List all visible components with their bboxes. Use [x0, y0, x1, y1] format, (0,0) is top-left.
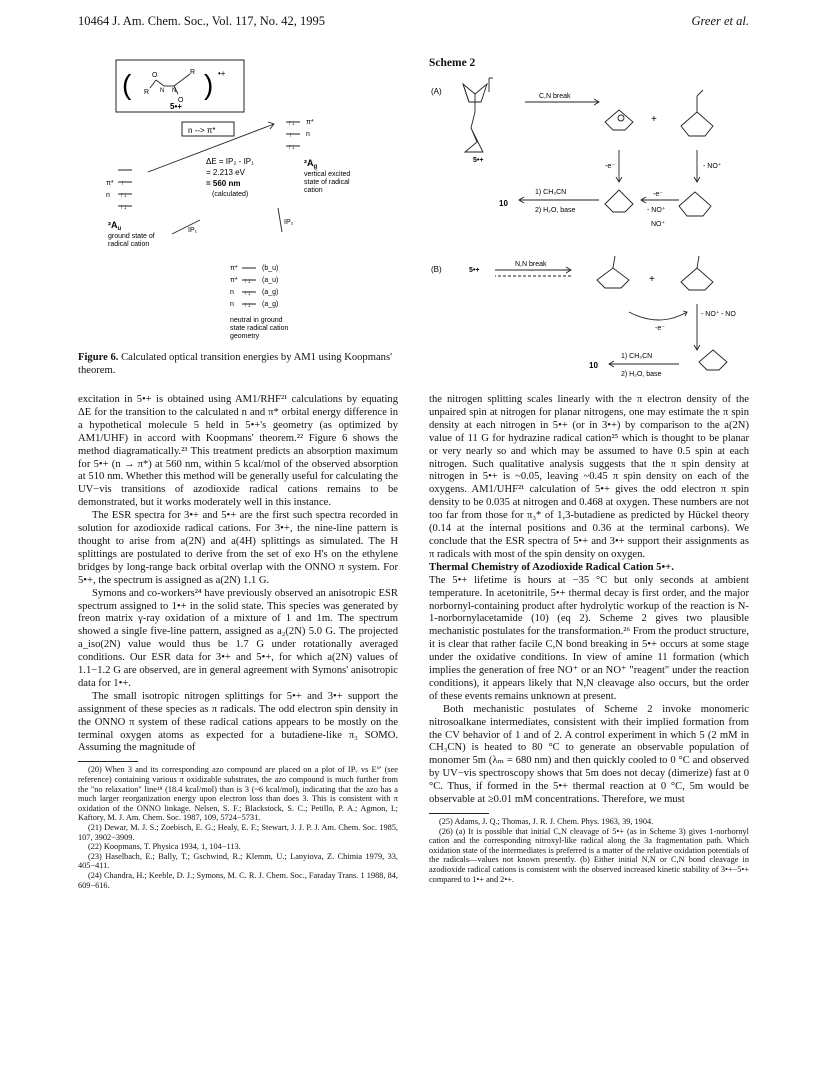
- pathway-b-label: (B): [431, 265, 442, 274]
- scheme-2-title: Scheme 2: [429, 57, 476, 69]
- bracket-right: ): [204, 69, 214, 100]
- nn-break-label: N,N break: [515, 261, 547, 268]
- level-label: n: [230, 301, 234, 308]
- ground-state-label: radical cation: [108, 241, 150, 248]
- loss-label: - NO⁺: [647, 207, 666, 214]
- oxidation-label: -e⁻: [605, 163, 615, 170]
- orbital-symmetry: (a_g): [262, 289, 279, 296]
- svg-text:↑↓: ↑↓: [288, 144, 295, 151]
- radical-label: 5•+: [473, 157, 484, 164]
- left-column: [78, 394, 398, 890]
- paragraph: excitation in 5•+ is obtained using AM1/RHF²¹ calculations by equating ΔE for the transition to the calculated n and π* orbital energy difference in a hypothetical molecule 5 held in 5•+'s geometry (as optimized by AM1/UHF) in accord with Koopmans' theorem.²² Figure 6 shows the method diagramatically.²³ This treatment predicts an absorption maximum for 5•+ (n → π*) at 560 nm, within 5 kcal/mol of the observed absorption at 510 nm. Whether this method will be generally useful for calculating the UV−vis transitions of azodioxide radical cations remains to be demonstrated, but it works moderately well in this instance.: [78, 394, 398, 509]
- svg-text:R: R: [190, 69, 196, 76]
- paragraph: Symons and co-workers²⁴ have previously observed an anisotropic ESR spectrum assigned to 1•+ in the solid state. This species was generated by freon matrix γ-ray oxidation of a mixture of 1 and 1m. The spectrum showed a single five-line pattern, assigned as a₂(2N) 5.0 G. The projected a_iso(2N) value would thus be 1.7 G under rotationally averaged conditions. Our ESR data for 3•+ and 5•+, for which a(2N) values of 1.1−1.2 G are observed, are in general agreement with Symons' anisotropic data for 1•+.: [78, 587, 398, 689]
- neutral-label: neutral in ground: [230, 317, 283, 324]
- transition-box-label: n --> π*: [188, 126, 216, 135]
- svg-text:↑↓: ↑↓: [244, 290, 251, 297]
- svg-text:+: +: [651, 114, 657, 125]
- paragraph: The ESR spectra for 3•+ and 5•+ are the first such spectra recorded in solution for azodioxide radical cations. For 3•+, the nine-line pattern is thought to arise from a(2N) and a(4H) splittings as simulated. The H splittings are postulated to derive from the set of exo H's on the ethylene bridges by long-range back orbital overlap with the ONNO π system. For 5•+, the spectrum is assigned as a(2N) 1.1 G.: [78, 510, 398, 586]
- footnote: (25) Adams, J. Q.; Thomas, J. R. J. Chem. Phys. 1963, 39, 1904.: [439, 817, 654, 826]
- level-label: n: [230, 289, 234, 296]
- footnotes: [429, 817, 749, 884]
- neutral-label: geometry: [230, 333, 260, 340]
- running-header: [78, 14, 749, 30]
- neutral-levels: [242, 268, 256, 304]
- loss-label: - NO⁺: [701, 311, 720, 318]
- level-label: π*: [230, 277, 238, 284]
- ip2-label: IP₂: [284, 219, 294, 226]
- svg-text:•+: •+: [218, 69, 226, 78]
- ground-state-label: ground state of: [108, 233, 155, 240]
- paragraph: Both mechanistic postulates of Scheme 2 invoke monomeric nitrosoalkane intermediates, consistent with their implied formation from the CV behavior of 1 and of 2. A control experiment in which 5 (2 mM in CH₃CN) is heated to 80 °C to generate an observable population of monomer 5m (λₘ = 680 nm) and then quickly cooled to 0 °C and observed by UV−vis spectroscopy shows that 5m does not decay (dimerize) fast at 0 °C. Thus, if formed in the 5•+ thermal reaction at 0 °C, 5m would be observable at ≥0.01 mM concentrations. Therefore, we must: [429, 703, 749, 806]
- paragraph: The small isotropic nitrogen splittings for 5•+ and 3•+ support the assignment of these species as π radicals. The odd electron spin density in the ONNO π system of these radical cations appears to be mostly on the terminal oxygen atoms as expected for a butadiene-like π₃ SOMO. Assuming the magnitude of: [78, 690, 398, 754]
- oxidation-label: -e⁻: [653, 191, 663, 198]
- figure-6-diagram: [78, 52, 398, 352]
- ip1-label: IP₁: [188, 227, 197, 234]
- svg-text:↑↓: ↑↓: [120, 192, 127, 199]
- reagent-label: 1) CH₃CN: [535, 189, 567, 196]
- compound-number: 10: [589, 361, 598, 370]
- excited-state-symbol: $^2A_g$: [304, 158, 318, 170]
- svg-text:↑: ↑: [289, 132, 293, 139]
- level-label: π*: [106, 180, 114, 187]
- ground-state-levels: [118, 170, 132, 206]
- scheme-2-diagram: [429, 72, 749, 384]
- paragraph: The 5•+ lifetime is hours at −35 °C but only seconds at ambient temperature. In acetonitrile, 5•+ thermal decay is first order, and the major norbornyl-containing product after hydrolytic workup of the reaction is N-1-norbornylacetamide (10) (eq 2). Scheme 2 gives two plausible mechanistic postulates for the transformation.²⁶ From the product structure, it is clear that rather facile C,N bond breaking in 5•+ occurs at some stage under the oxidative conditions. In view of amine 11 formation (which implies the generation of free NO⁺ or an NO⁺ "reagent" under the reaction conditions), it appears likely that N,N cleavage also occurs, but the order of these events remains unknown at present.: [429, 574, 749, 702]
- neutral-label: state radical cation: [230, 325, 289, 332]
- svg-text:↑↓: ↑↓: [244, 278, 251, 285]
- level-label: π*: [230, 265, 238, 272]
- svg-text:↑↓: ↑↓: [288, 120, 295, 127]
- caption-text: Calculated optical transition energies by AM1 using Koopmans' theorem.: [78, 352, 393, 376]
- svg-text:↑: ↑: [121, 180, 125, 187]
- journal-citation: 10464 J. Am. Chem. Soc., Vol. 117, No. 42, 1995: [78, 14, 326, 28]
- footnotes: [78, 765, 398, 890]
- svg-text:↑↓: ↑↓: [120, 204, 127, 211]
- bracket-left: (: [122, 69, 132, 100]
- caption-title: Figure 6.: [78, 352, 119, 363]
- orbital-symmetry: (a_u): [262, 277, 279, 284]
- oxidation-label: -e⁻: [655, 325, 665, 332]
- delta-e-line: = 560 nm: [206, 179, 241, 188]
- svg-text:↑↓: ↑↓: [244, 302, 251, 309]
- section-title: Thermal Chemistry of Azodioxide Radical Cation 5•+.: [429, 561, 674, 573]
- radical-label: 5•+: [469, 267, 480, 274]
- delta-e-line: (calculated): [212, 191, 249, 198]
- reagent-label: 2) H₂O, base: [535, 207, 576, 214]
- by-product-label: NO⁺: [651, 221, 666, 228]
- delta-e-line: ΔE = IP₂ - IP₁: [206, 157, 254, 166]
- footnote: (22) Koopmans, T. Physica 1934, 1, 104−113.: [88, 842, 241, 852]
- loss-label: - NO: [721, 311, 736, 318]
- footnote: (24) Chandra, H.; Keeble, D. J.; Symons, M. C. R. J. Chem. Soc., Faraday Trans. 1 1988, 84, 609−616.: [78, 870, 398, 890]
- cn-break-label: C,N break: [539, 93, 571, 100]
- svg-text:R: R: [144, 89, 150, 96]
- svg-text:O: O: [152, 72, 158, 79]
- right-column: [429, 394, 749, 884]
- footnote: (23) Haselbach, E.; Bally, T.; Gschwind, R.; Klemm, U.; Lanyiova, Z. Chimia 1979, 33, 405−411.: [78, 851, 398, 871]
- figure-6-caption: [78, 352, 398, 377]
- delta-e-line: = 2.213 eV: [206, 168, 245, 177]
- excited-state-label: cation: [304, 187, 323, 194]
- author-header: Greer et al.: [691, 14, 749, 28]
- reagent-label: 1) CH₃CN: [621, 353, 653, 360]
- reagent-label: 2) H₂O, base: [621, 371, 662, 378]
- transition-arrows: [148, 122, 282, 234]
- level-label: n: [306, 131, 310, 138]
- svg-text:O: O: [178, 97, 184, 104]
- svg-text:+: +: [649, 274, 655, 285]
- level-label: n: [106, 192, 110, 199]
- svg-text:N: N: [160, 88, 165, 94]
- pathway-a-label: (A): [431, 87, 442, 96]
- level-label: π*: [306, 119, 314, 126]
- footnote: (20) When 3 and its corresponding azo compound are placed on a plot of IPᵥ vs E°' (see reference) containing various π oxidizable substrates, the azo compound is much further from the "no relaxation" line¹⁸ (18.4 kcal/mol) than is 3 (~6 kcal/mol), indicating that the azo has a much larger reorganization energy upon electron loss than does 3. This is consistent with π oxidation of the ONNO linkage. Nelsen, S. F.; Blackstock, S. C.; Petillo, P. A.; Agmon, I.; Kaftory, M. J. Am. Chem. Soc. 1987, 109, 5724−5731.: [78, 765, 398, 823]
- excited-state-label: state of radical: [304, 179, 350, 186]
- loss-label: - NO⁺: [703, 163, 722, 170]
- footnote-rule: [78, 761, 138, 762]
- ground-state-symbol: $^2A_u$: [108, 220, 122, 232]
- footnote: (21) Dewar, M. J. S.; Zoebisch, E. G.; Healy, E. F.; Stewart, J. J. P. J. Am. Chem. Soc. 1985, 107, 3902−3909.: [78, 822, 398, 842]
- footnote-rule: [429, 813, 489, 814]
- orbital-symmetry: (a_g): [262, 301, 279, 308]
- paragraph: the nitrogen splitting scales linearly with the π electron density of the unpaired spin at nitrogen for planar nitrogens, one may estimate the π spin density at each nitrogen in 5•+ (or in 3•+) by comparison to the a(2N) value of 11 G for hydrazine radical cation²⁵ which is thought to be planar or very nearly so and which may be assumed to have 0.5 spin at each nitrogen. Such qualitative analysis suggests that the π spin density at nitrogen in 5•+ is ~0.05, leaving ~0.45 π spin density on each of the oxygens. AM1/UHF²¹ calculation of 5•+ gives the odd electron π spin density to be 0.035 at nitrogen and 0.468 at oxygen. These numbers are not too far from those for π₃* of 1,3-butadiene as predicted by Hückel theory (0.14 at the internal positions and 0.36 at the terminal carbons). We conclude that the ESR spectra of 5•+ and 3•+ support their assignments as π radicals with most of the spin density on oxygen.: [429, 394, 749, 560]
- footnote: (26) (a) It is possible that initial C,N cleavage of 5•+ (as in Scheme 3) gives 1-norbornyl cation and the corresponding nitroxyl-like radical along the 3a fragmentation path. Which oxidation state of the intermediates is preferred is a matter of the relative oxidation potentials of the radicals—values not known presently. (b) Either initial N,N or C,N bond cleavage in azodioxide radical cations is consistent with the observed increased kinetic stability of 3•+−5•+ compared to 1•+ and 2•+.: [429, 826, 749, 884]
- orbital-symmetry: (b_u): [262, 265, 279, 272]
- radical-label: 5•+: [170, 102, 182, 111]
- scheme-structures: [463, 78, 727, 370]
- excited-state-label: vertical excited: [304, 171, 351, 178]
- svg-text:N: N: [172, 88, 177, 94]
- compound-number: 10: [499, 199, 508, 208]
